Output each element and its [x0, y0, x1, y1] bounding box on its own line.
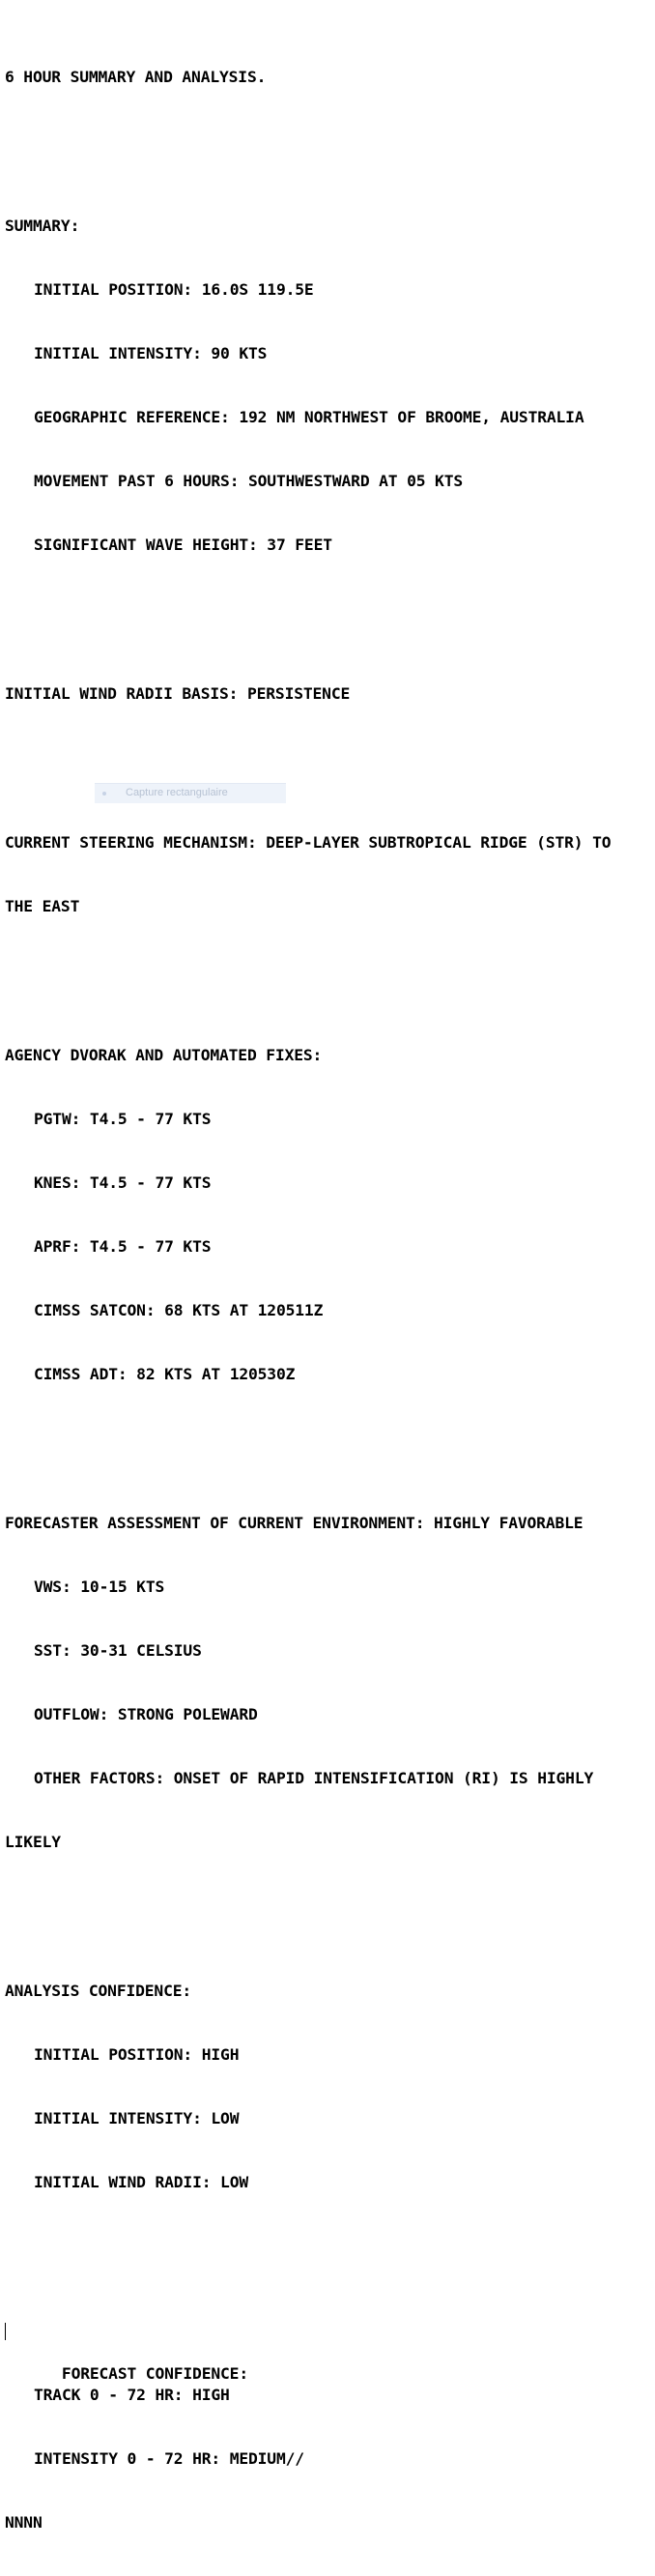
environment-line: OTHER FACTORS: ONSET OF RAPID INTENSIFICATION (RI) IS HIGHLY	[34, 1769, 594, 1787]
fixes-title: AGENCY DVORAK AND AUTOMATED FIXES:	[5, 1046, 323, 1064]
environment-line: OUTFLOW: STRONG POLEWARD	[34, 1705, 258, 1723]
capture-tooltip	[95, 783, 286, 803]
steering-line: THE EAST	[5, 897, 80, 915]
forecast-confidence-title: FORECAST CONFIDENCE:	[61, 2364, 248, 2383]
summary-line: MOVEMENT PAST 6 HOURS: SOUTHWESTWARD AT 05 KTS	[34, 472, 463, 490]
blank-line	[5, 1896, 652, 1917]
environment-title: FORECASTER ASSESSMENT OF CURRENT ENVIRONMENT: HIGHLY FAVORABLE	[5, 1514, 584, 1532]
analysis-confidence-line: INITIAL POSITION: HIGH	[34, 2045, 240, 2064]
fix-line: PGTW: T4.5 - 77 KTS	[34, 1110, 212, 1128]
environment-continuation: LIKELY	[5, 1833, 61, 1851]
forecast-confidence-title-line[interactable]	[5, 2321, 652, 2383]
end-marker: NNNN	[5, 2513, 43, 2532]
environment-line: VWS: 10-15 KTS	[34, 1577, 165, 1596]
blank-line	[5, 2236, 652, 2257]
fix-line: CIMSS SATCON: 68 KTS AT 120511Z	[34, 1301, 324, 1319]
fix-line: CIMSS ADT: 82 KTS AT 120530Z	[34, 1365, 296, 1383]
blank-line	[5, 130, 652, 152]
summary-line: INITIAL INTENSITY: 90 KTS	[34, 344, 268, 362]
blank-line	[5, 1428, 652, 1449]
analysis-confidence-line: INITIAL WIND RADII: LOW	[34, 2173, 248, 2191]
text-caret	[5, 2323, 6, 2340]
summary-line: SIGNIFICANT WAVE HEIGHT: 37 FEET	[34, 535, 332, 554]
capture-dot-icon	[102, 792, 106, 796]
heading-line: 6 HOUR SUMMARY AND ANALYSIS.	[5, 68, 267, 86]
blank-line	[5, 598, 652, 620]
forecast-confidence-line: TRACK 0 - 72 HR: HIGH	[34, 2386, 230, 2404]
steering-line: CURRENT STEERING MECHANISM: DEEP-LAYER SUBTROPICAL RIDGE (STR) TO	[5, 833, 612, 852]
summary-line: GEOGRAPHIC REFERENCE: 192 NM NORTHWEST OF BROOME, AUSTRALIA	[34, 408, 584, 426]
summary-title: SUMMARY:	[5, 217, 80, 235]
capture-tooltip-label: Capture rectangulaire	[126, 787, 228, 798]
analysis-confidence-line: INITIAL INTENSITY: LOW	[34, 2109, 240, 2127]
blank-line	[5, 747, 652, 768]
bulletin-text[interactable]	[5, 3, 652, 2576]
environment-line: SST: 30-31 CELSIUS	[34, 1641, 202, 1660]
blank-line	[5, 960, 652, 981]
summary-line: INITIAL POSITION: 16.0S 119.5E	[34, 280, 314, 299]
forecast-confidence-line: INTENSITY 0 - 72 HR: MEDIUM//	[34, 2449, 304, 2468]
wind-radii-line: INITIAL WIND RADII BASIS: PERSISTENCE	[5, 684, 351, 703]
analysis-confidence-title: ANALYSIS CONFIDENCE:	[5, 1982, 192, 2000]
fix-line: KNES: T4.5 - 77 KTS	[34, 1173, 212, 1192]
fix-line: APRF: T4.5 - 77 KTS	[34, 1237, 212, 1256]
